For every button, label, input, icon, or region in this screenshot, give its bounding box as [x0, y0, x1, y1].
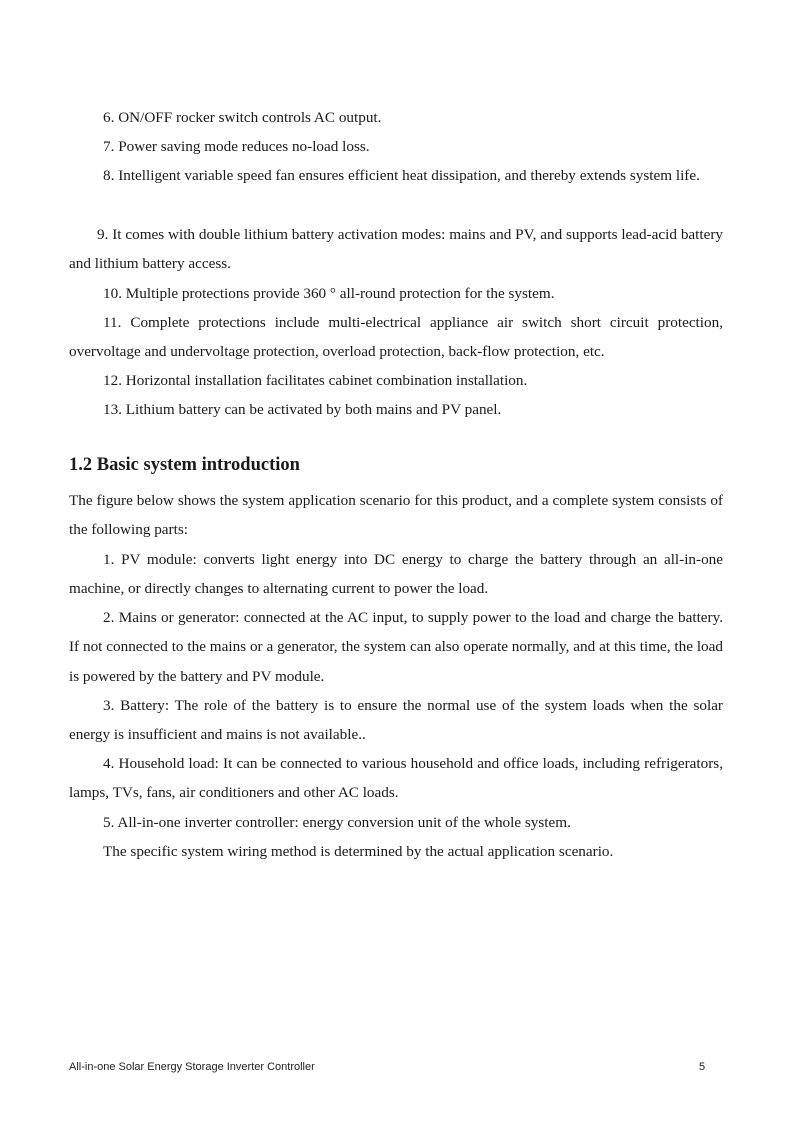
- feature-item-6: 6. ON/OFF rocker switch controls AC output.: [103, 109, 382, 126]
- feature-item-10: 10. Multiple protections provide 360 ° all-round protection for the system.: [103, 285, 555, 302]
- system-part-5: 5. All-in-one inverter controller: energy conversion unit of the whole system.: [103, 814, 571, 831]
- system-part-4: 4. Household load: It can be connected to various household and office loads, including refrigerators, lamps, TVs, fans, air conditioners and other AC loads.: [69, 755, 723, 802]
- system-part-3: 3. Battery: The role of the battery is to ensure the normal use of the system loads when the solar energy is insufficient and mains is not available..: [69, 697, 723, 744]
- feature-item-8: 8. Intelligent variable speed fan ensures efficient heat dissipation, and thereby extends system life.: [103, 167, 700, 184]
- system-part-1: 1. PV module: converts light energy into DC energy to charge the battery through an all-in-one machine, or directly changes to alternating current to power the load.: [69, 551, 723, 598]
- feature-item-11: 11. Complete protections include multi-electrical appliance air switch short circuit protection, overvoltage and undervoltage protection, overload protection, back-flow protection, etc.: [69, 314, 723, 361]
- feature-item-9: 9. It comes with double lithium battery activation modes: mains and PV, and supports lead-acid battery and lithium battery access.: [69, 226, 723, 273]
- closing-note: The specific system wiring method is determined by the actual application scenario.: [103, 843, 614, 860]
- page-number: 5: [699, 1061, 706, 1073]
- feature-item-13: 13. Lithium battery can be activated by both mains and PV panel.: [103, 401, 502, 418]
- section-intro: The figure below shows the system application scenario for this product, and a complete system consists of the following parts:: [69, 492, 723, 539]
- system-part-2: 2. Mains or generator: connected at the AC input, to supply power to the load and charge the battery. If not connected to the mains or a generator, the system can also operate normally, and at this time, the load is powered by the battery and PV module.: [69, 609, 723, 685]
- feature-item-12: 12. Horizontal installation facilitates cabinet combination installation.: [103, 372, 528, 389]
- section-heading: 1.2 Basic system introduction: [69, 455, 300, 475]
- feature-item-7: 7. Power saving mode reduces no-load loss.: [103, 138, 370, 155]
- footer-title: All-in-one Solar Energy Storage Inverter Controller: [69, 1061, 315, 1073]
